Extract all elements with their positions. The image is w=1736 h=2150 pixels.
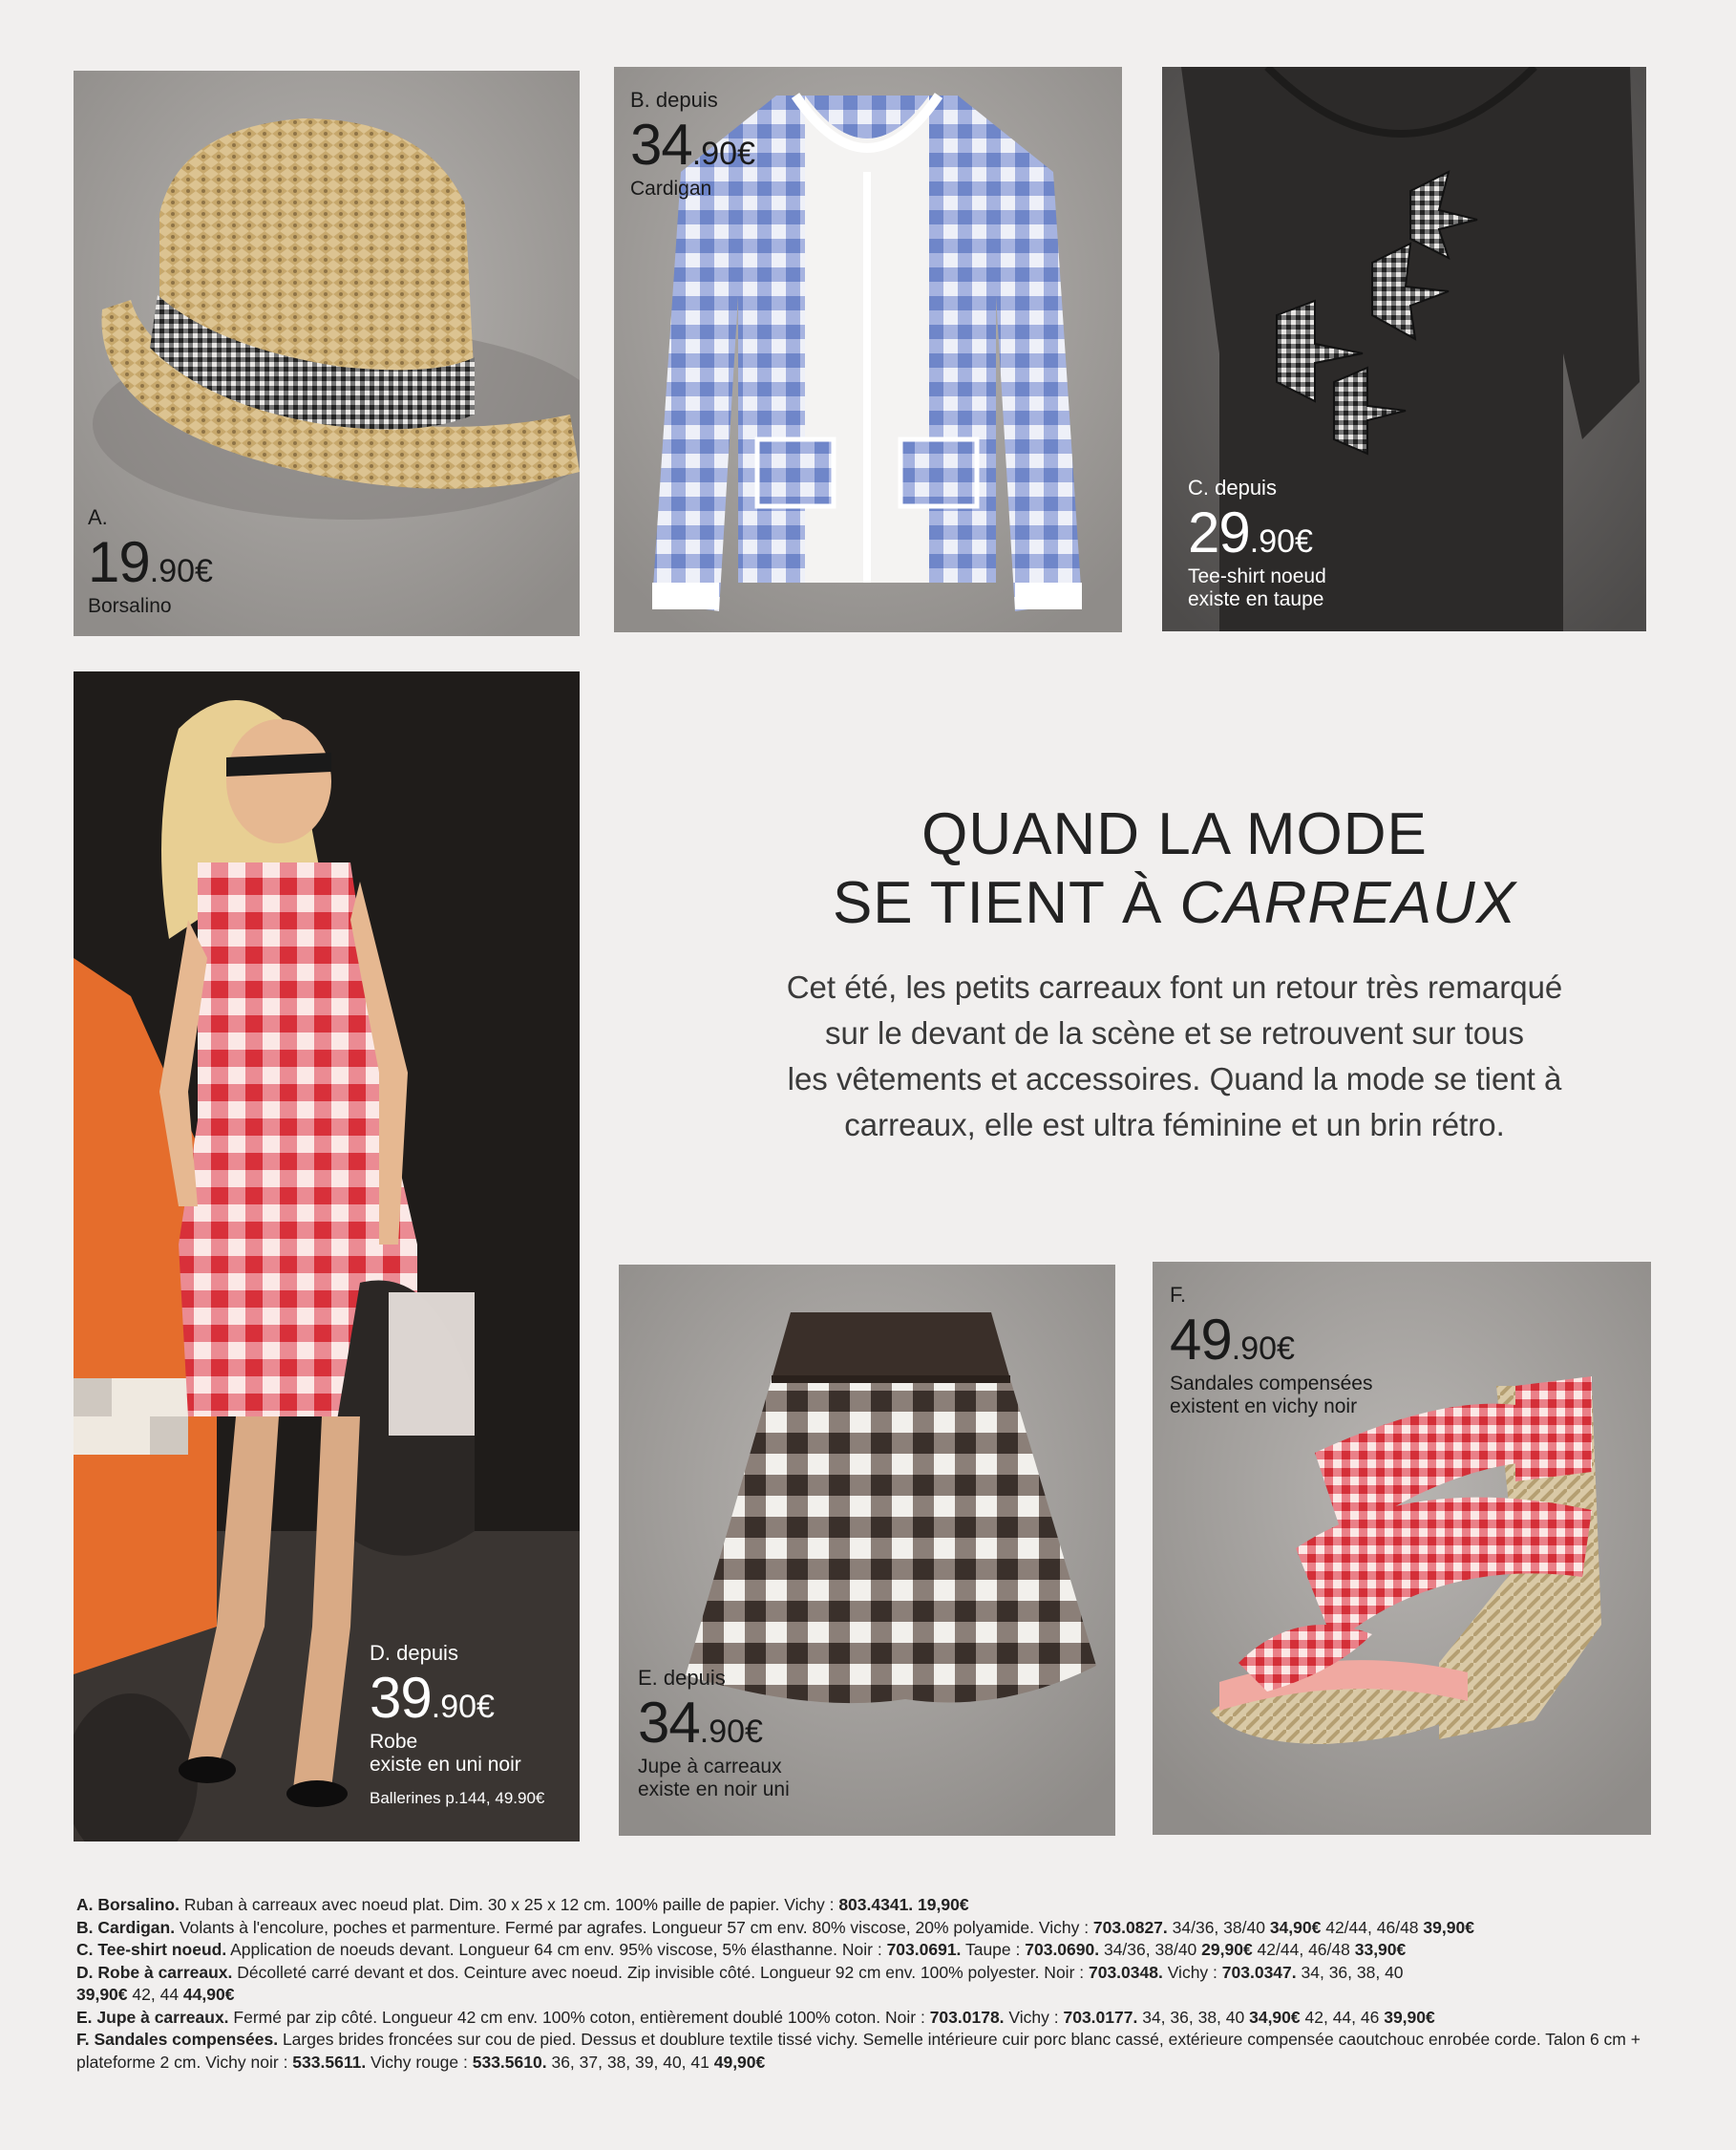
product-f-letter: F. (1170, 1283, 1187, 1307)
product-d-letter: D. depuis (370, 1641, 458, 1665)
page-title (668, 800, 1681, 938)
intro-paragraph: Cet été, les petits carreaux font un retour très remarqué sur le devant de la scène et se retrouvent sur tous les vêtements et accessoires. Quand la mode se tient à carreaux, elle est ultra féminine et un brin rétro. (786, 969, 1563, 1142)
product-f-label2: existent en vichy noir (1170, 1395, 1358, 1418)
product-b-letter: B. depuis (630, 88, 718, 112)
product-e-label: Jupe à carreaux (638, 1756, 782, 1778)
product-e-price: 34.90€ (638, 1691, 763, 1756)
product-e-label2: existe en noir uni (638, 1778, 790, 1801)
product-d-price: 39.90€ (370, 1666, 495, 1731)
product-a-label: Borsalino (88, 595, 172, 618)
product-b-label: Cardigan (630, 178, 712, 201)
product-panel-c[interactable] (1162, 67, 1646, 631)
detail-a: A. Borsalino. Ruban à carreaux avec noeud plat. Dim. 30 x 25 x 12 cm. 100% paille de papier. Vichy : 803.4341. 19,90€ (76, 1895, 969, 1914)
product-e-letter: E. depuis (638, 1666, 726, 1690)
product-a-price: 19.90€ (88, 530, 213, 595)
title-line-2: SE TIENT À CARREAUX (832, 870, 1517, 936)
product-panel-d[interactable] (74, 671, 580, 1841)
product-panel-a[interactable] (74, 71, 580, 636)
product-b-price: 34.90€ (630, 113, 755, 178)
detail-f: F. Sandales compensées. Larges brides froncées sur cou de pied. Dessus et doublure textile tissé vichy. Semelle intérieure cuir porc blanc cassé, extérieure compensée caoutchouc enrobée corde. Talon 6 cm + plateforme 2 cm. Vichy noir : 533.5611. Vichy rouge : 533.5610. 36, 37, 38, 39, 40, 41 49,90€ (76, 2030, 1641, 2072)
product-d-note: Ballerines p.144, 49.90€ (370, 1788, 545, 1807)
product-c-letter: C. depuis (1188, 476, 1277, 500)
product-panel-f[interactable] (1153, 1262, 1651, 1835)
title-line-1: QUAND LA MODE (921, 801, 1428, 867)
product-c-label: Tee-shirt noeud (1188, 565, 1326, 588)
product-c-price: 29.90€ (1188, 500, 1313, 565)
detail-b: B. Cardigan. Volants à l'encolure, poches et parmenture. Fermé par agrafes. Longueur 57 cm env. 80% viscose, 20% polyamide. Vichy : 703.0827. 34/36, 38/40 34,90€ 42/44, 46/48 39,90€ (76, 1917, 1474, 1937)
product-c-label2: existe en taupe (1188, 588, 1324, 611)
product-d-label2: existe en uni noir (370, 1754, 521, 1777)
detail-c: C. Tee-shirt noeud. Application de noeuds devant. Longueur 64 cm env. 95% viscose, 5% élasthanne. Noir : 703.0691. Taupe : 703.0690. 34/36, 38/40 29,90€ 42/44, 46/48 33,90€ (76, 1940, 1407, 1959)
product-details (76, 1894, 1700, 2074)
detail-e: E. Jupe à carreaux. Fermé par zip côté. Longueur 42 cm env. 100% coton, entièrement doublé 100% coton. Noir : 703.0178. Vichy : 703.0177. 34, 36, 38, 40 34,90€ 42, 44, 46 39,90€ (76, 2007, 1435, 2027)
product-panel-e[interactable] (619, 1265, 1115, 1836)
product-panel-b[interactable] (614, 67, 1122, 632)
product-f-price: 49.90€ (1170, 1308, 1295, 1373)
product-a-letter: A. (88, 505, 108, 529)
product-f-label: Sandales compensées (1170, 1373, 1373, 1395)
product-d-label: Robe (370, 1731, 418, 1754)
detail-d: D. Robe à carreaux. Décolleté carré devant et dos. Ceinture avec noeud. Zip invisible côté. Longueur 92 cm env. 100% polyester. Noir : 703.0348. Vichy : 703.0347. 34, 36, 38, 40 39,90€ 42, 44 44,90€ (76, 1962, 1404, 2004)
